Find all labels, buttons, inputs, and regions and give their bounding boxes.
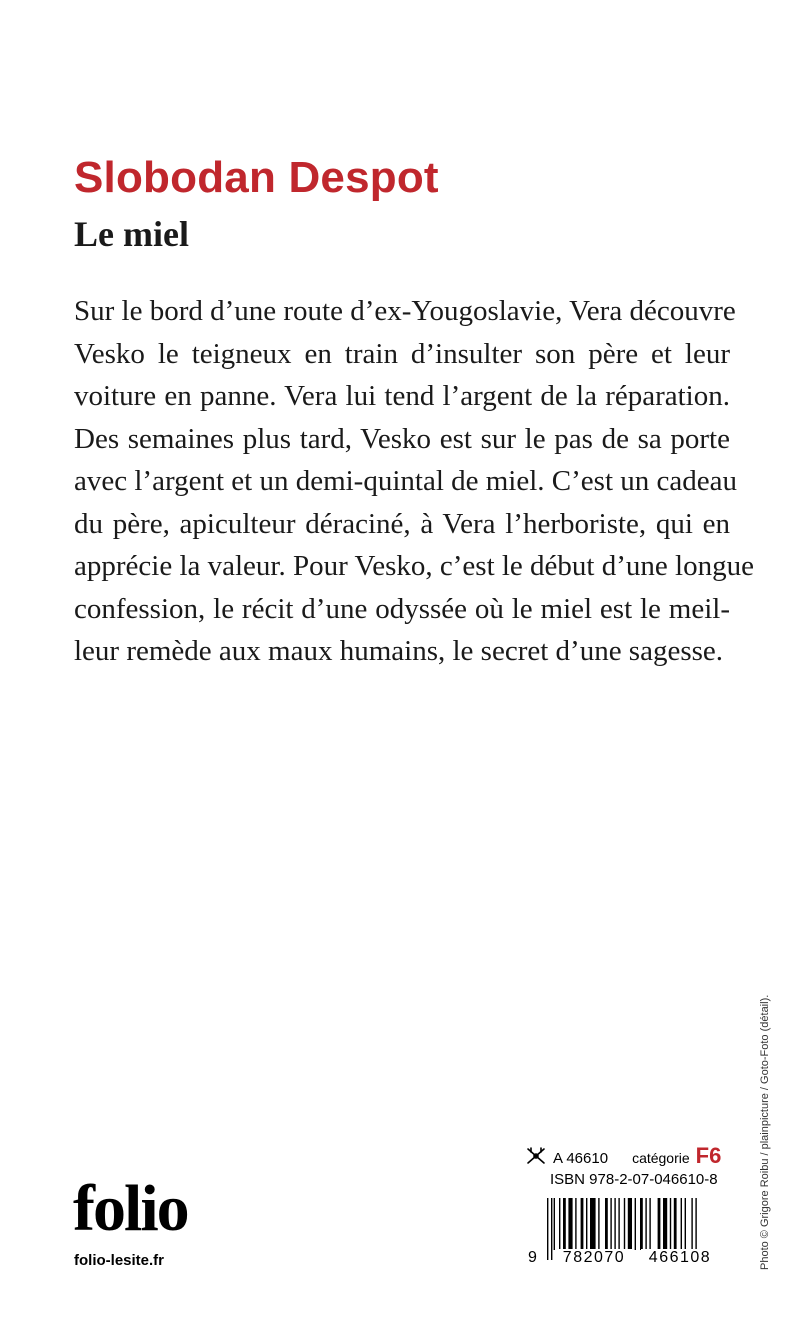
isbn: ISBN 978-2-07-046610-8 [550,1171,718,1188]
barcode-digit-first: 9 [528,1249,537,1266]
barcode-bar [568,1198,572,1250]
author-name: Slobodan Despot [74,153,439,202]
barcode-digits [528,1248,727,1270]
blurb-line: avec l’argent et un demi-quintal de miel. C’est un cadeau [74,465,737,497]
barcode-bar [581,1198,584,1250]
book-title: Le miel [74,214,189,254]
product-meta-row [525,1143,725,1169]
barcode-bar [645,1198,646,1250]
blurb-line: leur remède aux maux humains, le secret d’une sagesse. [74,635,724,667]
barcode-bar [554,1198,555,1250]
publisher-logo: folio [73,1172,188,1245]
blurb-line: apprécie la valeur. Pour Vesko, c’est le début d’une longue [74,550,754,582]
barcode-bar [658,1198,661,1250]
blurb-line: Sur le bord d’une route d’ex-Yougoslavie, Vera découvre [74,295,736,327]
barcode-bar [605,1198,608,1250]
barcode-bar [674,1198,677,1250]
barcode-bar [685,1198,686,1250]
barcode-bar [649,1198,650,1250]
barcode-bar [681,1198,682,1250]
blurb-line: Vesko le teigneux en train d’insulter son père et leur [74,337,730,370]
blurb-line: Des semaines plus tard, Vesko est sur le pas de sa porte [74,422,730,455]
blurb-line: confession, le récit d’une odyssée où le miel est le meil- [74,592,730,625]
barcode-bar [628,1198,632,1250]
barcode-bar [663,1198,667,1250]
barcode-bar [614,1198,615,1250]
barcode-bar [670,1198,671,1250]
barcode-bar [610,1198,611,1250]
blurb-line: du père, apiculteur déraciné, à Vera l’herboriste, qui en [74,507,730,540]
barcode-digits-left: 782070 [556,1249,632,1267]
gallimard-monogram-icon [525,1146,547,1166]
barcode-bar [598,1198,599,1250]
product-code: A 46610 [553,1150,609,1167]
barcode-bar [635,1198,636,1250]
barcode-bar [559,1198,560,1250]
barcode-bar [640,1198,643,1250]
barcode-bar [590,1198,596,1250]
blurb-line: voiture en panne. Vera lui tend l’argent de la réparation. [74,380,730,412]
photo-credit: Photo © Grigore Roibu / plainpicture / Goto-Foto (détail). [759,994,771,1270]
barcode-bar [563,1198,566,1250]
category-value: F6 [695,1143,722,1168]
barcode-digits-right: 466108 [641,1249,719,1267]
category-label: catégorie [632,1150,690,1166]
blurb [74,290,754,673]
barcode-bar [691,1198,692,1250]
publisher-website: folio-lesite.fr [74,1252,165,1269]
barcode [528,1198,727,1270]
barcode-bar [575,1198,576,1250]
barcode-bar [586,1198,587,1250]
